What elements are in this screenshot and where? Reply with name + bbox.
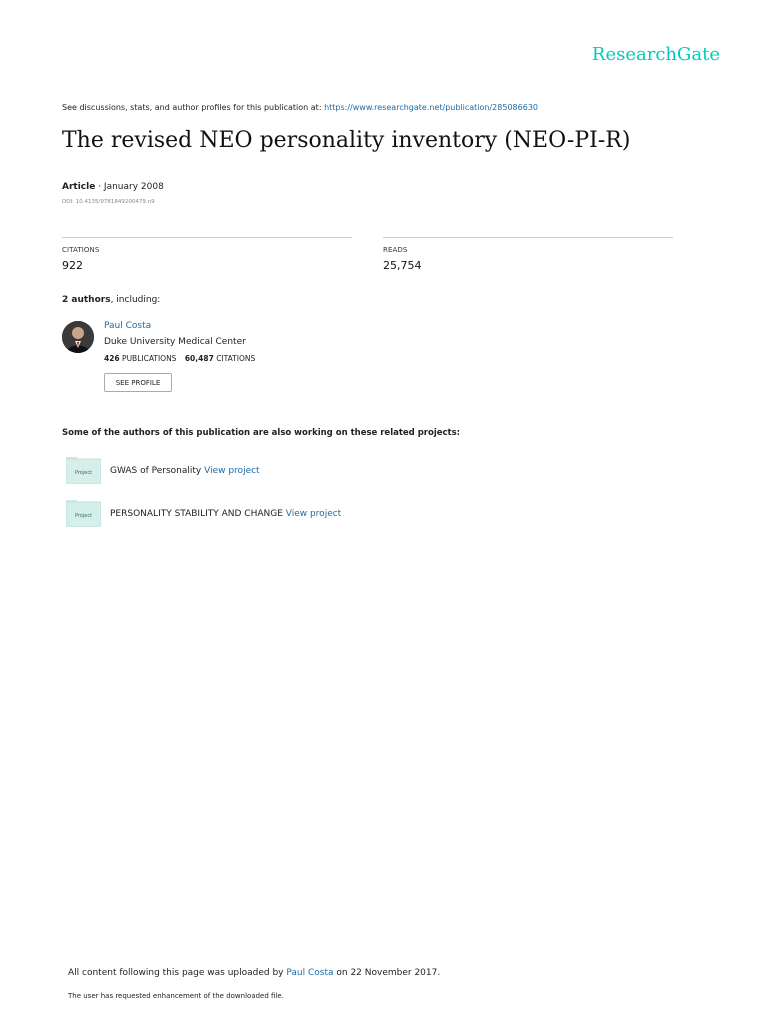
view-project-link[interactable]: View project — [204, 466, 260, 476]
author-publications-label: PUBLICATIONS — [122, 354, 177, 363]
project-text — [110, 466, 260, 476]
discussion-prefix: See discussions, stats, and author profiles for this publication at: — [62, 103, 325, 112]
project-item — [66, 457, 466, 485]
upload-prefix: All content following this page was uploaded by — [68, 968, 287, 978]
project-folder-label: Project — [74, 470, 93, 476]
uploader-link[interactable]: Paul Costa — [286, 968, 334, 978]
citations-stat — [62, 237, 352, 272]
authors-count: 2 authors — [62, 295, 111, 305]
related-projects-heading: Some of the authors of this publication are also working on these related projects: — [62, 428, 461, 438]
meta-separator: · — [95, 182, 104, 192]
author-photo-icon — [62, 321, 94, 353]
reads-value: 25,754 — [383, 259, 422, 272]
publication-type: Article — [62, 182, 96, 192]
see-profile-button[interactable]: SEE PROFILE — [104, 373, 172, 392]
author-avatar[interactable] — [62, 321, 94, 353]
citations-value: 922 — [62, 259, 83, 272]
reads-label: READS — [383, 246, 408, 254]
author-institution: Duke University Medical Center — [104, 337, 246, 347]
publication-title: The revised NEO personality inventory (NEO-PI-R) — [62, 128, 631, 153]
authors-summary — [62, 295, 160, 305]
author-stats — [104, 354, 255, 363]
view-project-link[interactable]: View project — [285, 509, 342, 519]
enhancement-note: The user has requested enhancement of the downloaded file. — [68, 992, 284, 1000]
upload-info — [68, 968, 440, 978]
upload-suffix: on 22 November 2017. — [333, 968, 441, 978]
author-citations-label: CITATIONS — [216, 354, 256, 363]
project-name: GWAS of Personality — [110, 466, 205, 476]
project-folder-icon[interactable] — [66, 500, 101, 527]
project-name: PERSONALITY STABILITY AND CHANGE — [110, 509, 286, 519]
project-text — [110, 509, 341, 519]
project-folder-label: Project — [74, 513, 93, 519]
reads-stat — [383, 237, 673, 272]
author-citations-count: 60,487 — [184, 354, 214, 363]
publication-url-link[interactable]: https://www.researchgate.net/publication/285086630 — [324, 103, 538, 112]
project-folder-icon[interactable] — [66, 457, 101, 484]
author-name-link[interactable]: Paul Costa — [104, 321, 152, 331]
citations-label: CITATIONS — [62, 246, 100, 254]
discussion-line — [62, 103, 538, 112]
project-item — [66, 500, 466, 528]
publication-meta — [62, 182, 164, 192]
author-publications-count: 426 — [104, 354, 120, 363]
publication-doi: DOI: 10.4135/9781849200479.n9 — [62, 199, 155, 205]
researchgate-logo[interactable]: ResearchGate — [591, 44, 720, 65]
authors-suffix: , including: — [110, 295, 161, 305]
publication-date: January 2008 — [103, 182, 164, 192]
